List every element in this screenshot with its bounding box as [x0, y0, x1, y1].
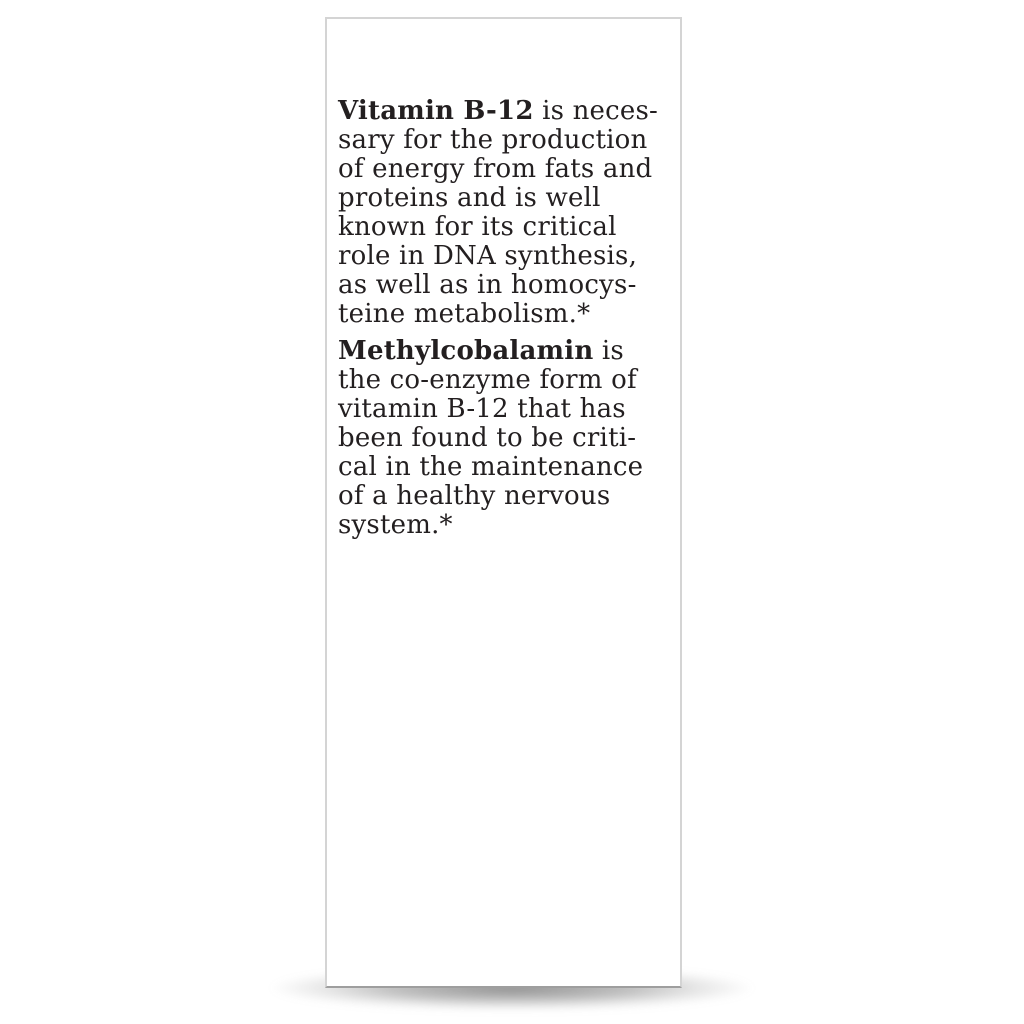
paragraph-lead-bold: Methylcobalamin	[338, 336, 594, 366]
paragraph-vitamin-b12	[338, 97, 680, 329]
text-line: sary for the production	[338, 125, 648, 155]
text-line: been found to be criti-	[338, 423, 637, 453]
text-line: proteins and is well	[338, 183, 601, 213]
paragraph-lead-rest: is	[593, 336, 624, 366]
paragraph-methylcobalamin	[338, 337, 680, 540]
text-line: known for its critical	[338, 212, 617, 242]
text-line	[338, 337, 680, 366]
text-line: the co-enzyme form of	[338, 365, 637, 395]
text-line: as well as in homocys-	[338, 270, 637, 300]
package-panel	[325, 17, 682, 988]
panel-text	[338, 97, 680, 540]
text-line: role in DNA synthesis,	[338, 241, 638, 271]
text-line: system.*	[338, 510, 453, 540]
paragraph-lines	[338, 126, 680, 329]
paragraph-lines	[338, 366, 680, 540]
text-line: cal in the maintenance	[338, 452, 644, 482]
text-line: teine metabolism.*	[338, 299, 591, 329]
paragraph-lead-bold: Vitamin B-12	[338, 96, 534, 126]
text-line: of energy from fats and	[338, 154, 653, 184]
paragraph-lead-rest: is neces-	[533, 96, 659, 126]
text-line	[338, 97, 680, 126]
text-line: vitamin B-12 that has	[338, 394, 626, 424]
text-line: of a healthy nervous	[338, 481, 611, 511]
